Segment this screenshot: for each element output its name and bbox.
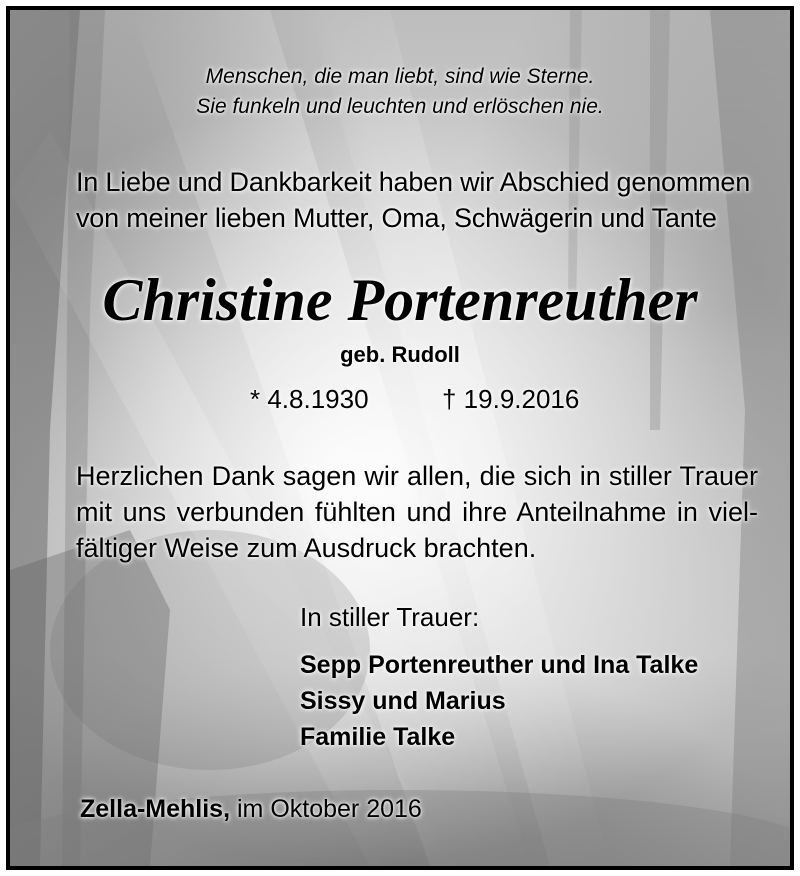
quote-line-1: Menschen, die man liebt, sind wie Sterne. [205,65,595,88]
obituary-card [6,6,794,870]
obituary-content [10,10,790,866]
quote-line-2: Sie funkeln und leuchten und erlöschen nie. [196,95,604,118]
death-date: † 19.9.2016 [442,384,580,414]
deceased-name: Christine Portenreuther [102,267,698,333]
mourner-name: Sepp Portenreuther und Ina Talke [300,651,699,679]
birth-date: * 4.8.1930 [250,384,369,414]
intro-line-2: von meiner lieben Mutter, Oma, Schwägerin und Tante [76,203,717,233]
signoff-date: im Oktober 2016 [237,795,422,823]
mourner-name: Familie Talke [300,723,456,751]
place-and-date [80,792,422,826]
thanks-line-3: fältiger Weise zum Ausdruck brachten. [76,533,537,563]
thanks-line-2: mit uns verbunden fühlten und ihre Anteilnahme in viel- [76,497,758,527]
birth-name: geb. Rudoll [340,342,460,367]
place-city: Zella-Mehlis, [80,795,231,823]
intro-line-1: In Liebe und Dankbarkeit haben wir Abschied genommen [76,167,751,197]
mourner-name: Sissy und Marius [300,687,506,715]
mourning-label: In stiller Trauer: [300,602,480,632]
thanks-line-1: Herzlichen Dank sagen wir allen, die sich in stiller Trauer [76,461,758,491]
